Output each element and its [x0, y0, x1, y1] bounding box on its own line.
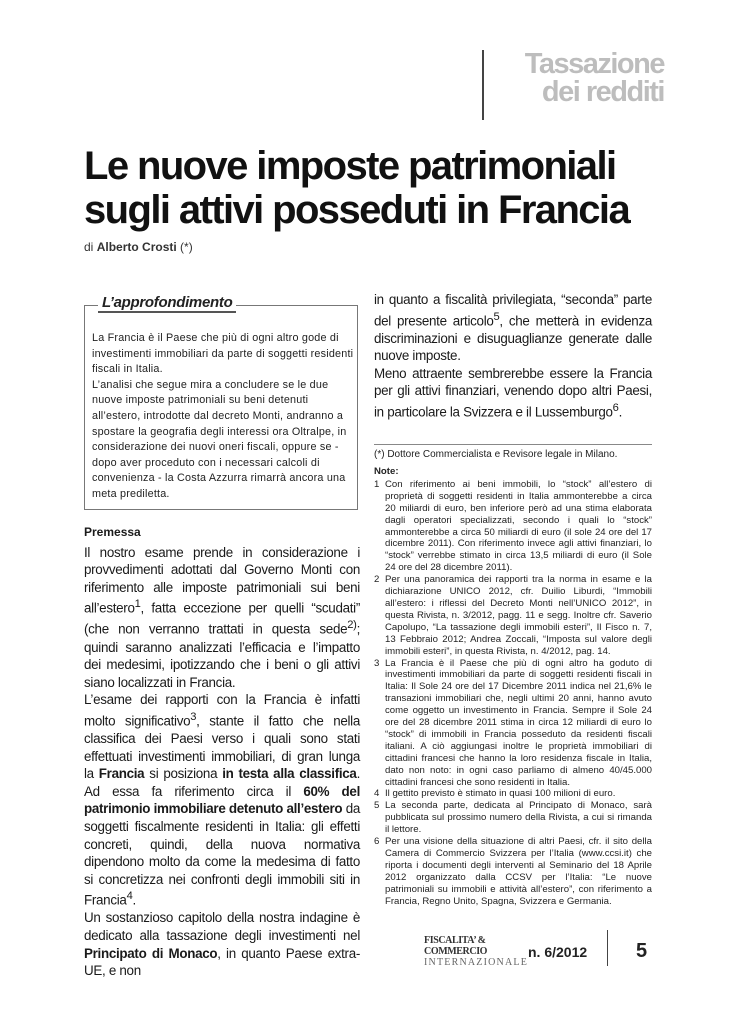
article-title-line2: sugli attivi posseduti in Francia — [84, 188, 630, 232]
body-paragraph-5 — [374, 365, 652, 421]
body-paragraph-4 — [374, 291, 652, 365]
footnote-divider — [374, 444, 652, 445]
body-paragraph-3 — [84, 909, 360, 979]
note-text: La Francia è il Paese che più di ogni altro ha goduto di investimenti immobiliari da parte di soggetti residenti fiscali in Italia: Il Sole 24 ore del 17 Dicembre 2011 indica nel 21,6% le transazioni immobiliari che, negli ultimi 20 anni, hanno avuto come oggetto un investimento in Francia. Sempre il Sole 24 ore del 28 dicembre 2011 stima in circa 12 miliardi di euro lo “stock” di immobili in Francia posseduto da residenti fiscali italiani. A ciò aggiungasi inoltre le proprietà immobiliari di cittadini francesi che hanno la loro residenza fiscale in Italia, dato non noto: in ogni caso parliamo di almeno 40/45.000 cittadini francesi che sono residenti in Italia. — [385, 657, 652, 788]
text-run: , fatta eccezione per quelli “scudati” (che non verranno trattati in questa sede — [84, 600, 360, 637]
note-text: Con riferimento ai beni immobili, lo “stock” all’estero di proprietà di soggetti residenti in Italia ammonterebbe a circa 20 miliardi di euro, ben inferiore però ad una stima elaborata dagli operatori specializzati, secondo i quali lo “stock” ammonterebbe a circa 50 miliardi di euro (il sole 24 ore del 17 dicembre 2011). Con riferimento invece agli attivi finanziari, lo “stock” verrebbe stimato in circa 13,5 miliardi di euro (il Sole 24 ore del 28 dicembre 2011). — [385, 478, 652, 574]
notes-section — [374, 466, 652, 908]
page-number: 5 — [636, 940, 648, 962]
note-number: 4 — [374, 788, 380, 800]
text-run: Il nostro esame prende in considerazione i provvedimenti adottati dal Governo Monti con riferimento alle imposte patrimoniali sui beni all’estero — [84, 544, 360, 616]
section-heading-premessa: Premessa — [84, 525, 141, 539]
note-number: 2 — [374, 574, 380, 586]
note-item — [374, 788, 652, 800]
text-run: Un sostanzioso capitolo della nostra indagine è dedicato alla tassazione degli investimenti nel — [84, 910, 360, 943]
insight-box-text — [92, 331, 354, 503]
bold-text: 60% del patrimonio immobiliare detenuto all’estero — [84, 783, 360, 817]
footnote-ref: 4 — [126, 890, 133, 903]
insight-paragraph-1: La Francia è il Paese che più di ogni altro gode di investimenti immobiliari da parte di soggetti residenti fiscali in Italia. — [92, 332, 354, 376]
article-title — [84, 144, 664, 232]
text-run: si posiziona — [144, 766, 223, 782]
left-column — [84, 524, 360, 980]
note-number: 5 — [374, 800, 380, 812]
text-run: L’esame dei rapporti con la Francia è infatti molto significativo — [84, 692, 360, 729]
text-run: Meno attraente sembrerebbe essere la Francia per gli attivi finanziari, venendo dopo altri Paesi, in particolare la Svizzera e il Lussemburgo — [374, 365, 652, 420]
note-text: Per una panoramica dei rapporti tra la norma in esame e la dichiarazione UNICO 2012, cfr. Duilio Liburdi, “Immobili all’estero: i riflessi del Decreto Monti nell’UNICO 2012”, in questa Rivista, n. 3/2012, pagg. 11 e segg. Inoltre cfr. Saverio Capolupo, “La tassazione degli immobili esteri”, Il Fisco n. 7, 13 Febbraio 2012; Andrea Zoccali, “Imposta sul valore degli immobili esteri”, in questa Rivista, n. 4/2012, pag. 14. — [385, 574, 652, 657]
text-run: . — [618, 404, 622, 420]
text-run: , in quanto Paese extra-UE, e non — [84, 945, 360, 979]
bold-text: Francia — [98, 766, 145, 782]
author-footnote: (*) Dottore Commercialista e Revisore legale in Milano. — [374, 449, 618, 460]
magazine-name-line1: FISCALITA’ & COMMERCIO — [424, 935, 488, 957]
body-paragraph-2 — [84, 691, 360, 909]
magazine-name-line2: INTERNAZIONALE — [424, 957, 529, 968]
byline-author: Alberto Crosti — [96, 240, 177, 254]
insight-box-label: L’approfondimento — [98, 294, 236, 313]
text-run: . — [132, 892, 136, 908]
footer-divider — [607, 930, 608, 966]
note-text: Il gettito previsto è stimato in quasi 100 milioni di euro. — [385, 788, 616, 800]
text-run: , che metterà in evidenza discriminazioni e disuguaglianze generate dalle nuove imposte. — [374, 313, 652, 364]
note-item — [374, 800, 652, 836]
note-number: 3 — [374, 657, 380, 669]
note-number: 6 — [374, 836, 380, 848]
note-item — [374, 479, 652, 574]
note-number: 1 — [374, 478, 380, 490]
section-title-line1: Tassazione — [524, 48, 664, 80]
bold-text: Principato di Monaco — [84, 945, 218, 961]
body-paragraph-1 — [84, 544, 360, 692]
footnote-ref: 3 — [190, 710, 197, 723]
text-run: in quanto a fiscalità privilegiata, “seconda” parte del presente articolo — [374, 292, 652, 329]
insight-paragraph-2: L’analisi che segue mira a concludere se le due nuove imposte patrimoniali su beni detenuti all’estero, introdotte dal decreto Monti, andranno a spostare la geografia degli interessi ora Oltralpe, in considerazione dei nuovi oneri fiscali, oppure se - dopo aver proceduto con i necessari calcoli di convenienza - la Costa Azzurra rimarrà ancora una meta prediletta. — [92, 378, 347, 500]
byline-suffix: (*) — [180, 240, 193, 254]
byline-prefix: di — [84, 240, 94, 254]
footnote-ref: 1 — [134, 598, 141, 611]
note-text: La seconda parte, dedicata al Principato di Monaco, sarà pubblicata sul prossimo numero della Rivista, a cui si rimanda il lettore. — [385, 800, 652, 836]
note-item — [374, 574, 652, 657]
article-title-line1: Le nuove imposte patrimoniali — [84, 144, 616, 188]
text-run: . Ad essa fa riferimento circa il — [84, 766, 360, 799]
footnote-ref: 6 — [612, 402, 619, 415]
magazine-logo — [424, 935, 529, 968]
footnote-ref: 2) — [347, 619, 357, 632]
right-column — [374, 291, 652, 421]
bold-text: in testa alla classifica — [222, 766, 357, 782]
footnote-ref: 5 — [493, 310, 500, 323]
note-text: Per una visione della situazione di altri Paesi, cfr. il sito della Camera di Commercio Svizzera per l’Italia (www.ccsi.it) che riporta i documenti degli interventi al Seminario del 18 Aprile 2012 organizzato dalla CCSV per l’Italia: “Le nuove patrimoniali su immobili e attività all’estero”, con riferimento a Francia, Regno Unito, Spagna, Svizzera e Germania. — [385, 836, 652, 907]
note-item — [374, 836, 652, 907]
notes-title: Note: — [374, 466, 399, 477]
section-title-line2: dei redditi — [541, 76, 664, 108]
text-run: da soggetti fiscalmente residenti in Italia: gli effetti concreti, quindi, della nuova normativa dipendono molto da come la medesima di fatto si concretizza nei confronti degli immobili siti in Francia — [84, 801, 361, 908]
text-run: ; quindi saranno analizzati l’efficacia e l’impatto dei medesimi, ipotizzando che i beni o gli attivi siano localizzati in Francia. — [84, 621, 360, 690]
note-item — [374, 658, 652, 789]
section-header — [482, 50, 664, 120]
byline — [84, 240, 193, 254]
text-run: , stante il fatto che nella classifica dei Paesi verso i quali sono stati effettuati investimenti immobiliari, di gran lunga la — [84, 713, 360, 782]
issue-number: n. 6/2012 — [528, 944, 588, 960]
